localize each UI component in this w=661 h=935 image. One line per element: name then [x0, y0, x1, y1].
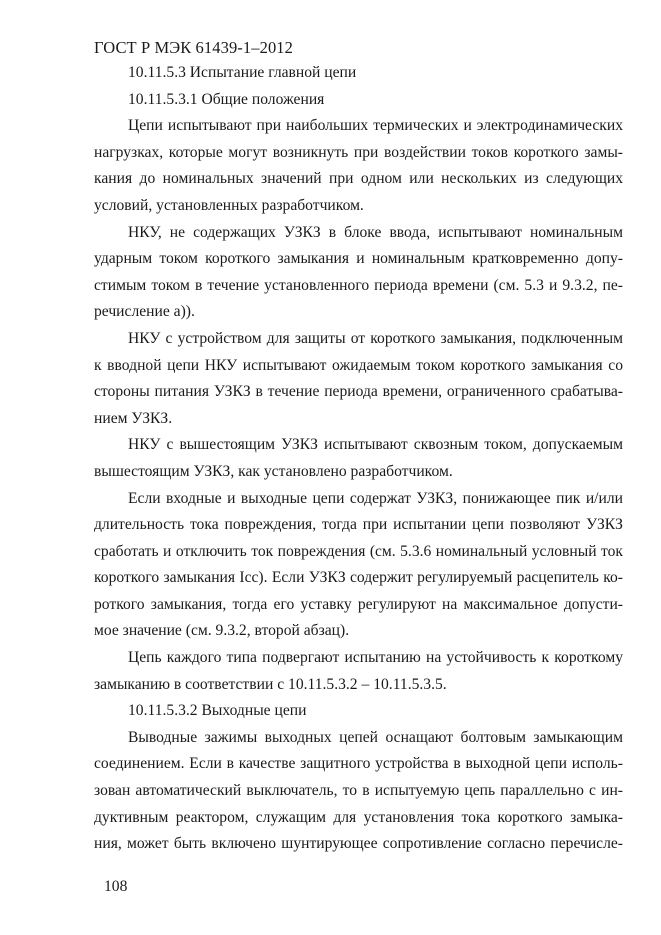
text-line: НКУ с устройством для защиты от короткого замыкания, подключенным	[128, 329, 623, 347]
text-line: Выводные зажимы выходных цепей оснащают болтовым замыкающим	[128, 728, 623, 746]
text-line: сработать и отключить ток повреждения (см. 5.3.6 номинальный условный ток	[94, 542, 623, 560]
text-line: длительность тока повреждения, тогда при испытании цепи позволяют УЗКЗ	[94, 516, 623, 534]
document-body	[94, 60, 623, 858]
text-line: ния, может быть включено шунтирующее сопротивление согласно перечисле-	[94, 835, 623, 853]
text-line: кания до номинальных значений при одном или нескольких из следующих	[94, 170, 623, 188]
text-line: роткого замыкания, тогда его уставку регулируют на максимальное допусти-	[94, 595, 623, 613]
text-line: вышестоящим УЗКЗ, как установлено разработчиком.	[94, 462, 453, 480]
text-line: дуктивным реактором, служащим для установления тока короткого замыка-	[94, 808, 623, 826]
text-line: Если входные и выходные цепи содержат УЗКЗ, понижающее пик и/или	[128, 489, 623, 507]
standard-code-header: ГОСТ Р МЭК 61439-1–2012	[94, 38, 293, 57]
subclause-heading: 10.11.5.3.1 Общие положения	[128, 90, 325, 108]
text-line: НКУ с вышестоящим УЗКЗ испытывают сквозным током, допускаемым	[128, 436, 623, 454]
text-line: короткого замыкания Icc). Если УЗКЗ содержит регулируемый расцепитель ко-	[94, 569, 623, 587]
text-line: замыканию в соответствии с 10.11.5.3.2 – 10.11.5.3.5.	[94, 675, 447, 693]
text-line: к вводной цепи НКУ испытывают ожидаемым током короткого замыкания со	[94, 356, 623, 374]
text-line: соединением. Если в качестве защитного устройства в выходной цепи исполь-	[94, 755, 623, 773]
text-line: нагрузках, которые могут возникнуть при воздействии токов короткого замы-	[94, 143, 623, 161]
text-line: стороны питания УЗКЗ в течение периода времени, ограниченного срабатыва-	[94, 383, 623, 401]
text-line: стимым током в течение установленного периода времени (см. 5.3 и 9.3.2, пе-	[94, 276, 623, 294]
clause-heading: 10.11.5.3 Испытание главной цепи	[128, 64, 357, 81]
text-line: НКУ, не содержащих УЗКЗ в блоке ввода, испытывают номинальным	[128, 223, 623, 241]
text-line: зован автоматический выключатель, то в испытуемую цепь параллельно с ин-	[94, 782, 623, 800]
text-line: условий, установленных разработчиком.	[94, 196, 364, 214]
text-line: Цепи испытывают при наибольших термических и электродинамических	[128, 117, 623, 135]
text-line: Цепь каждого типа подвергают испытанию на устойчивость к короткому	[128, 649, 623, 667]
text-line: ударным током короткого замыкания и номинальным кратковременно допу-	[94, 250, 623, 268]
text-line: мое значение (см. 9.3.2, второй абзац).	[94, 622, 350, 640]
text-line: нием УЗКЗ.	[94, 409, 173, 427]
text-line: речисление a)).	[94, 303, 195, 321]
page-number: 108	[104, 878, 128, 895]
subclause-heading: 10.11.5.3.2 Выходные цепи	[128, 702, 307, 720]
